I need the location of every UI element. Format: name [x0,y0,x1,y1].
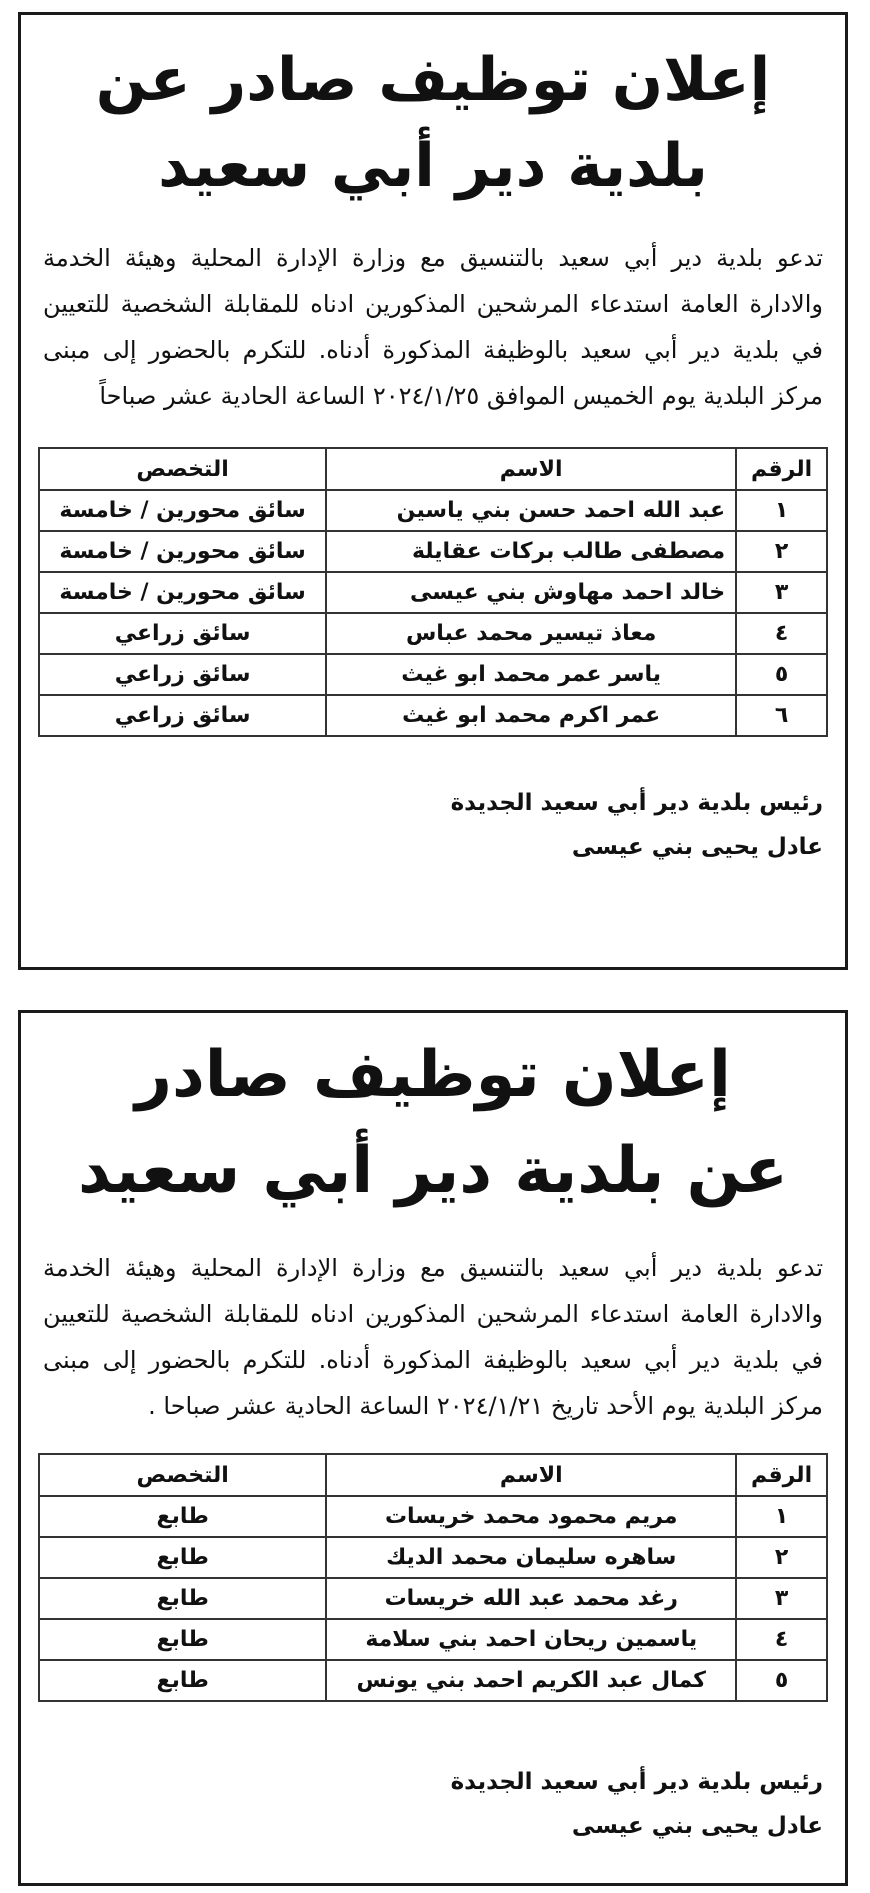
signature-title: رئيس بلدية دير أبي سعيد الجديدة [450,790,823,816]
row-specialty: سائق محورين / خامسة [39,490,326,531]
table-row [39,1578,827,1619]
candidates-table-2 [38,1453,828,1702]
signature-name: عادل يحيى بني عيسى [571,1813,823,1839]
row-specialty: طابع [39,1619,326,1660]
table-row [39,1537,827,1578]
row-name: عبد الله احمد حسن بني ياسين [326,490,736,531]
notice-1-body: تدعو بلدية دير أبي سعيد بالتنسيق مع وزارة الإدارة المحلية وهيئة الخدمة والادارة العامة استدعاء المرشحين المذكورين ادناه للمقابلة الشخصية للتعيين في بلدية دير أبي سعيد بالوظيفة المذكورة أدناه. للتكرم بالحضور إلى مبنى مركز البلدية يوم الخميس الموافق ٢٠٢٤/١/٢٥ الساعة الحادية عشر صباحاً [43,244,823,410]
title-line-1: إعلان توظيف صادر [135,1038,731,1112]
row-number: ١ [736,490,827,531]
title-line-1: إعلان توظيف صادر عن [95,45,771,115]
row-number: ٢ [736,531,827,572]
row-name: عمر اكرم محمد ابو غيث [326,695,736,736]
table-row [39,1496,827,1537]
row-number: ٢ [736,1537,827,1578]
header-specialty: التخصص [39,1454,326,1496]
row-specialty: سائق زراعي [39,654,326,695]
header-number: الرقم [736,1454,827,1496]
table-row [39,1619,827,1660]
signature-name: عادل يحيى بني عيسى [571,834,823,860]
row-number: ٤ [736,613,827,654]
row-number: ٦ [736,695,827,736]
row-specialty: طابع [39,1537,326,1578]
notice-2-body: تدعو بلدية دير أبي سعيد بالتنسيق مع وزارة الإدارة المحلية وهيئة الخدمة والادارة العامة استدعاء المرشحين المذكورين ادناه للمقابلة الشخصية للتعيين في بلدية دير أبي سعيد بالوظيفة المذكورة أدناه. للتكرم بالحضور إلى مبنى مركز البلدية يوم الأحد تاريخ ٢٠٢٤/١/٢١ الساعة الحادية عشر صباحا . [43,1254,823,1420]
table-row [39,531,827,572]
row-specialty: سائق محورين / خامسة [39,572,326,613]
header-number: الرقم [736,448,827,490]
notice-1-title [21,15,845,209]
row-specialty: سائق زراعي [39,695,326,736]
row-specialty: طابع [39,1496,326,1537]
row-name: ساهره سليمان محمد الديك [326,1537,736,1578]
row-specialty: طابع [39,1660,326,1701]
notice-2 [18,1010,848,1886]
row-number: ٥ [736,654,827,695]
table-header-row [39,1454,827,1496]
row-number: ١ [736,1496,827,1537]
row-name: رغد محمد عبد الله خريسات [326,1578,736,1619]
header-specialty: التخصص [39,448,326,490]
row-name: معاذ تيسير محمد عباس [326,613,736,654]
header-name: الاسم [326,448,736,490]
table-row [39,572,827,613]
table-header-row [39,448,827,490]
row-number: ٣ [736,1578,827,1619]
title-line-2: عن بلدية دير أبي سعيد [78,1134,788,1208]
row-specialty: سائق زراعي [39,613,326,654]
row-name: ياسمين ريحان احمد بني سلامة [326,1619,736,1660]
row-number: ٣ [736,572,827,613]
row-specialty: طابع [39,1578,326,1619]
notice-1 [18,12,848,970]
row-number: ٥ [736,1660,827,1701]
signature-title: رئيس بلدية دير أبي سعيد الجديدة [450,1769,823,1795]
candidates-table-1 [38,447,828,737]
signature-block [21,1760,823,1848]
row-name: كمال عبد الكريم احمد بني يونس [326,1660,736,1701]
row-specialty: سائق محورين / خامسة [39,531,326,572]
row-number: ٤ [736,1619,827,1660]
table-row [39,490,827,531]
table-row [39,695,827,736]
header-name: الاسم [326,1454,736,1496]
row-name: ياسر عمر محمد ابو غيث [326,654,736,695]
row-name: مريم محمود محمد خريسات [326,1496,736,1537]
signature-block [21,781,823,869]
table-row [39,613,827,654]
table-row [39,654,827,695]
row-name: مصطفى طالب بركات عقايلة [326,531,736,572]
title-line-2: بلدية دير أبي سعيد [158,131,708,201]
table-row [39,1660,827,1701]
notice-2-title [21,1013,845,1219]
row-name: خالد احمد مهاوش بني عيسى [326,572,736,613]
